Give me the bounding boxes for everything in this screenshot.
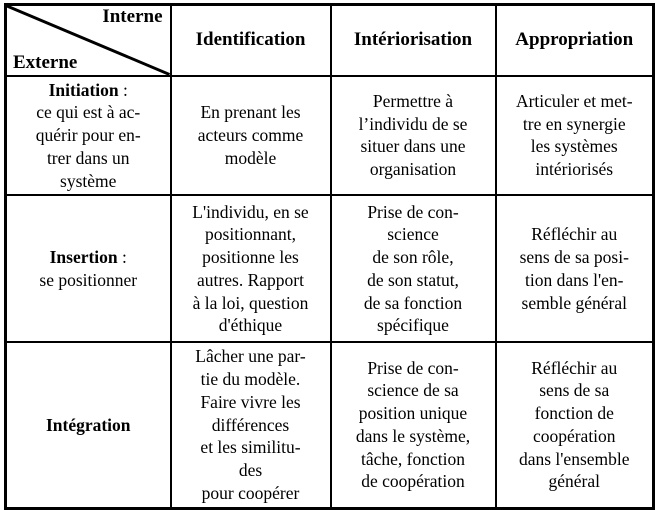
cell-line: Réfléchir au xyxy=(531,224,618,245)
cell-initiation-identification xyxy=(171,76,331,196)
cell-line: de son statut, xyxy=(367,269,459,290)
cell-line: général xyxy=(548,471,600,492)
row-label-term: Initiation xyxy=(48,79,119,100)
row-label-heading xyxy=(11,79,166,102)
cell-line: tie du modèle. xyxy=(200,369,301,389)
cell-line: à la loi, question xyxy=(192,292,309,313)
axis-label-interne: Interne xyxy=(102,6,163,27)
cell-line: et les similitu- xyxy=(200,437,301,458)
row-label-desc-line: quérir pour en- xyxy=(35,125,141,145)
cell-line: fonction de xyxy=(534,403,614,424)
cell-line: science de sa xyxy=(367,380,459,401)
cell-insertion-identification xyxy=(171,195,331,342)
cell-line: tion dans l'en- xyxy=(525,269,624,290)
row-label-insertion xyxy=(6,195,171,342)
cell-line: Prise de con- xyxy=(367,201,459,222)
cell-line: acteurs comme xyxy=(197,125,304,145)
cell-initiation-appropriation xyxy=(496,76,654,196)
table-row xyxy=(6,342,654,508)
row-label-initiation xyxy=(6,76,171,196)
cell-line: autres. Rapport xyxy=(197,269,304,290)
cell-line: spécifique xyxy=(377,315,449,336)
cell-line: situer dans une xyxy=(360,136,466,157)
table-header-row xyxy=(6,5,654,76)
corner-axis-cell xyxy=(6,5,171,76)
cell-line: intériorisés xyxy=(535,159,614,180)
cell-line: Articuler et met- xyxy=(515,90,633,111)
cell-line: organisation xyxy=(369,159,457,180)
row-label-integration xyxy=(6,342,171,508)
cell-line: pour coopérer xyxy=(201,482,300,503)
cell-line: dans le système, xyxy=(355,425,471,446)
row-label-heading xyxy=(11,246,166,269)
cell-line: Lâcher une par- xyxy=(195,346,306,367)
cell-line: En prenant les xyxy=(200,102,301,123)
cell-line: de son rôle, xyxy=(372,247,454,267)
cell-line: L'individu, en se xyxy=(192,201,309,222)
matrix-table-container xyxy=(4,3,652,503)
column-header-identification: Identification xyxy=(171,5,331,76)
cell-line: coopération xyxy=(532,425,616,446)
cell-line: tre en synergie xyxy=(522,113,626,134)
row-label-heading xyxy=(11,414,166,437)
cell-line: sens de sa posi- xyxy=(519,247,629,267)
cell-line: positionne les xyxy=(202,247,299,267)
cell-line: l’individu de se xyxy=(358,113,468,134)
cell-line: de sa fonction xyxy=(363,292,463,313)
row-label-desc-line: ce qui est à ac- xyxy=(36,102,141,123)
cell-line: positionnant, xyxy=(205,224,296,245)
row-label-separator: : xyxy=(118,79,128,100)
cell-initiation-interiorisation xyxy=(331,76,496,196)
cell-insertion-interiorisation xyxy=(331,195,496,342)
row-label-term: Insertion xyxy=(49,247,118,267)
table-row xyxy=(6,195,654,342)
row-label-desc-line: se positionner xyxy=(39,269,138,290)
cell-line: Faire vivre les xyxy=(200,391,301,412)
cell-line: de coopération xyxy=(361,471,465,492)
cell-integration-appropriation xyxy=(496,342,654,508)
cell-line: semble général xyxy=(521,292,627,313)
axis-label-externe: Externe xyxy=(13,51,78,73)
row-label-desc-line: système xyxy=(60,170,117,191)
cell-line: dans l'ensemble xyxy=(518,448,630,469)
cell-line: sens de sa xyxy=(539,380,610,401)
cell-line: Prise de con- xyxy=(367,357,459,378)
cell-line: position unique xyxy=(358,403,468,424)
cell-line: Permettre à xyxy=(372,90,454,111)
cell-line: modèle xyxy=(224,147,277,168)
interne-externe-matrix-table xyxy=(4,3,655,510)
row-label-separator: : xyxy=(117,247,127,267)
cell-line: les systèmes xyxy=(530,136,618,157)
cell-insertion-appropriation xyxy=(496,195,654,342)
table-row xyxy=(6,76,654,196)
cell-integration-interiorisation xyxy=(331,342,496,508)
cell-line: différences xyxy=(211,414,290,435)
cell-integration-identification xyxy=(171,342,331,508)
cell-line: des xyxy=(238,460,263,480)
cell-line: science xyxy=(387,224,439,245)
cell-line: tâche, fonction xyxy=(361,448,465,469)
cell-line: d'éthique xyxy=(218,315,283,336)
column-header-interiorisation: Intériorisation xyxy=(331,5,496,76)
cell-line: Réfléchir au xyxy=(531,357,618,378)
row-label-term: Intégration xyxy=(45,414,131,435)
row-label-desc-line: trer dans un xyxy=(46,147,130,168)
column-header-appropriation: Appropriation xyxy=(496,5,654,76)
